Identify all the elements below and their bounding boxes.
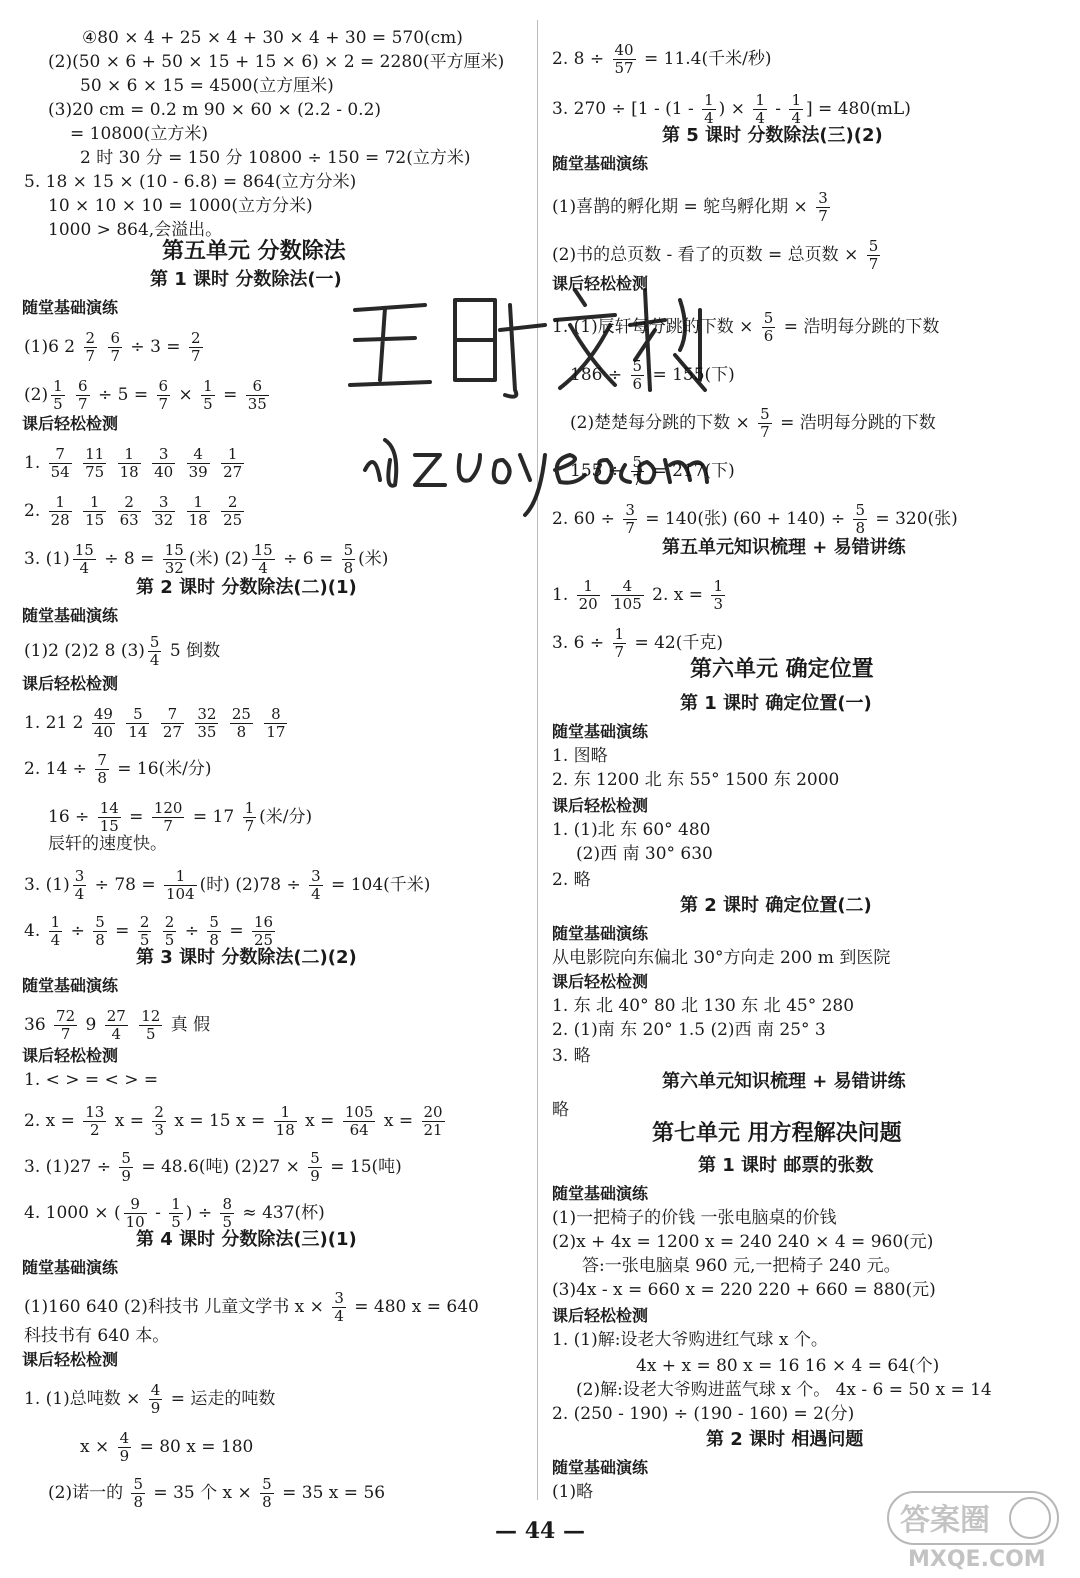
fraction: $\frac{3}{4}$ xyxy=(334,1289,344,1325)
answer-line: 50 × 6 × 15 = 4500(立方厘米) xyxy=(80,76,334,96)
lesson-heading: 第 3 课时 分数除法(二)(2) xyxy=(136,947,357,968)
answer-line: 1. (1)北 东 60° 480 xyxy=(552,820,711,840)
fraction: $\frac{6}{35}$ xyxy=(247,377,267,413)
answer-line: 2. $\frac{1}{28}$ $\frac{1}{15}$ $\frac{2}{63}$ $\frac{3}{32}$ $\frac{1}{18}$ $\frac{2}{25}$ xyxy=(24,493,243,529)
page-number: — 44 — xyxy=(495,1518,585,1544)
fraction: $\frac{40}{57}$ xyxy=(614,41,634,77)
section-label: 随堂基础演练 xyxy=(552,722,649,741)
section-label: 课后轻松检测 xyxy=(22,414,119,433)
fraction: $\frac{2}{7}$ xyxy=(190,329,201,365)
lesson-heading: 第 1 课时 分数除法(一) xyxy=(150,269,342,290)
fraction: $\frac{2}{5}$ xyxy=(139,913,150,949)
answer-line: 1. 东 北 40° 80 北 130 东 北 45° 280 xyxy=(552,996,855,1016)
fraction: $\frac{32}{35}$ xyxy=(197,705,217,741)
answer-line: (3)20 cm = 0.2 m 90 × 60 × (2.2 - 0.2) xyxy=(48,100,382,120)
section-label: 课后轻松检测 xyxy=(22,674,119,693)
answer-line: 10 × 10 × 10 = 1000(立方分米) xyxy=(48,196,313,216)
answer-line: 5. 18 × 15 × (10 - 6.8) = 864(立方分米) xyxy=(24,172,357,192)
fraction: $\frac{5}{9}$ xyxy=(121,1149,131,1185)
fraction: $\frac{1}{18}$ xyxy=(188,493,208,529)
answer-line: (3)4x - x = 660 x = 220 220 + 660 = 880(元) xyxy=(552,1280,936,1300)
answer-line: 3. 270 ÷ [1 - (1 - $\frac{1}{4}$ ) × $\frac{1}{4}$ - $\frac{1}{4}$ ] = 480(mL) xyxy=(552,91,911,127)
fraction: $\frac{7}{54}$ xyxy=(50,445,70,481)
fraction: $\frac{3}{4}$ xyxy=(74,867,85,903)
answer-line: 2. (1)南 东 20° 1.5 (2)西 南 25° 3 xyxy=(552,1020,826,1040)
fraction: $\frac{5}{7}$ xyxy=(868,237,879,273)
fraction: $\frac{1}{4}$ xyxy=(704,91,714,127)
fraction: $\frac{1}{18}$ xyxy=(275,1103,295,1139)
fraction: $\frac{1}{4}$ xyxy=(50,913,61,949)
answer-line: 3. 略 xyxy=(552,1046,591,1066)
fraction: $\frac{2}{25}$ xyxy=(223,493,243,529)
answer-line: 4. 1000 × ( $\frac{9}{10}$ - $\frac{1}{5}$ ) ÷ $\frac{8}{5}$ ≈ 437(杯) xyxy=(24,1195,325,1231)
svg-text:答案圈: 答案圈 xyxy=(900,1503,990,1538)
answer-line: (1)略 xyxy=(552,1482,594,1502)
answer-line: 从电影院向东偏北 30°方向走 200 m 到医院 xyxy=(552,948,891,968)
fraction: $\frac{8}{5}$ xyxy=(222,1195,233,1231)
fraction: $\frac{5}{9}$ xyxy=(310,1149,320,1185)
fraction: $\frac{8}{17}$ xyxy=(266,705,286,741)
fraction: $\frac{5}{14}$ xyxy=(128,705,148,741)
answer-line: (2)x + 4x = 1200 x = 240 240 × 4 = 960(元) xyxy=(552,1232,934,1252)
answer-line: 2. 略 xyxy=(552,870,591,890)
fraction: $\frac{25}{8}$ xyxy=(231,705,251,741)
lesson-heading: 第 5 课时 分数除法(三)(2) xyxy=(662,125,883,146)
lesson-heading: 第六单元知识梳理 + 易错讲练 xyxy=(662,1071,906,1092)
handwritten-watermark xyxy=(345,270,805,530)
answer-line: (2)(50 × 6 + 50 × 15 + 15 × 6) × 2 = 2280(平方厘米) xyxy=(48,52,505,72)
fraction: $\frac{5}{7}$ xyxy=(760,405,770,441)
fraction: $\frac{20}{21}$ xyxy=(423,1103,443,1139)
fraction: $\frac{1}{28}$ xyxy=(50,493,70,529)
answer-line: 2. 东 1200 北 东 55° 1500 东 2000 xyxy=(552,770,840,790)
fraction: $\frac{2}{5}$ xyxy=(164,913,175,949)
answer-line: 3. (1) $\frac{15}{4}$ ÷ 8 = $\frac{15}{32}$ (米) (2) $\frac{15}{4}$ ÷ 6 = $\frac{5}{8}$ (米) xyxy=(24,541,389,577)
section-label: 随堂基础演练 xyxy=(552,1458,649,1477)
fraction: $\frac{4}{9}$ xyxy=(150,1381,161,1417)
fraction: $\frac{6}{7}$ xyxy=(158,377,169,413)
answer-line: (2)西 南 30° 630 xyxy=(576,844,713,864)
lesson-heading: 第 1 课时 确定位置(一) xyxy=(680,693,872,714)
fraction: $\frac{7}{8}$ xyxy=(97,751,107,787)
answer-line: (2) $\frac{1}{5}$ $\frac{6}{7}$ ÷ 5 = $\frac{6}{7}$ × $\frac{1}{5}$ = $\frac{6}{35}$ xyxy=(24,377,267,413)
lesson-heading: 第 2 课时 分数除法(二)(1) xyxy=(136,577,357,598)
fraction: $\frac{1}{5}$ xyxy=(203,377,213,413)
lesson-heading: 第 1 课时 邮票的张数 xyxy=(698,1155,874,1176)
fraction: $\frac{13}{2}$ xyxy=(85,1103,105,1139)
answer-line: 略 xyxy=(552,1100,569,1120)
section-label: 随堂基础演练 xyxy=(22,1258,119,1277)
fraction: $\frac{3}{40}$ xyxy=(154,445,174,481)
answer-line: (2)楚楚每分跳的下数 × $\frac{5}{7}$ = 浩明每分跳的下数 xyxy=(570,405,936,441)
answer-line: 1. $\frac{7}{54}$ $\frac{11}{75}$ $\frac{1}{18}$ $\frac{3}{40}$ $\frac{4}{39}$ $\frac{1}{27}$ xyxy=(24,445,243,481)
fraction: $\frac{5}{8}$ xyxy=(95,913,105,949)
answer-line: (1)一把椅子的价钱 一张电脑桌的价钱 xyxy=(552,1208,837,1228)
fraction: $\frac{1}{5}$ xyxy=(53,377,63,413)
answer-line: 1. < > = < > = xyxy=(24,1070,159,1090)
fraction: $\frac{16}{25}$ xyxy=(254,913,274,949)
answer-line: (2)诺一的 $\frac{5}{8}$ = 35 个 x × $\frac{5}{8}$ = 35 x = 56 xyxy=(48,1475,386,1511)
answer-line: x × $\frac{4}{9}$ = 80 x = 180 xyxy=(80,1429,254,1465)
answer-line: 2. 8 ÷ $\frac{40}{57}$ = 11.4(千米/秒) xyxy=(552,41,772,77)
answer-line: 3. (1)27 ÷ $\frac{5}{9}$ = 48.6(吨) (2)27 × $\frac{5}{9}$ = 15(吨) xyxy=(24,1149,402,1185)
section-label: 随堂基础演练 xyxy=(22,298,119,317)
fraction: $\frac{1}{4}$ xyxy=(755,91,765,127)
fraction: $\frac{1}{7}$ xyxy=(614,625,625,661)
answer-line: = 10800(立方米) xyxy=(70,124,208,144)
answer-line: (2)书的总页数 - 看了的页数 = 总页数 × $\frac{5}{7}$ xyxy=(552,237,879,273)
fraction: $\frac{5}{6}$ xyxy=(632,357,643,393)
fraction: $\frac{1}{104}$ xyxy=(166,867,195,903)
fraction: $\frac{3}{7}$ xyxy=(625,501,635,537)
answer-line: 科技书有 640 本。 xyxy=(24,1326,170,1346)
answer-line: 1. (1)解:设老大爷购进红气球 x 个。 xyxy=(552,1330,828,1350)
fraction: $\frac{72}{7}$ xyxy=(56,1007,76,1043)
section-label: 随堂基础演练 xyxy=(22,976,119,995)
fraction: $\frac{4}{105}$ xyxy=(613,577,642,613)
svg-text:MXQE.COM: MXQE.COM xyxy=(908,1547,1046,1572)
answer-line: (1)喜鹊的孵化期 = 鸵鸟孵化期 × $\frac{3}{7}$ xyxy=(552,189,828,225)
fraction: $\frac{6}{7}$ xyxy=(78,377,88,413)
fraction: $\frac{5}{8}$ xyxy=(855,501,866,537)
lesson-heading: 第 4 课时 分数除法(三)(1) xyxy=(136,1229,357,1250)
fraction: $\frac{15}{4}$ xyxy=(253,541,273,577)
fraction: $\frac{15}{4}$ xyxy=(74,541,94,577)
fraction: $\frac{6}{7}$ xyxy=(110,329,121,365)
section-label: 课后轻松检测 xyxy=(552,1306,649,1325)
fraction: $\frac{1}{20}$ xyxy=(578,577,598,613)
answer-line: 4x + x = 80 x = 16 16 × 4 = 64(个) xyxy=(636,1356,940,1376)
section-label: 课后轻松检测 xyxy=(552,796,649,815)
answer-line: 1000 > 864,会溢出。 xyxy=(48,220,223,240)
answer-line: 1. 21 2 $\frac{49}{40}$ $\frac{5}{14}$ $\frac{7}{27}$ $\frac{32}{35}$ $\frac{25}{8}$ $\frac{8}{17}$ xyxy=(24,705,286,741)
answer-line: ④80 × 4 + 25 × 4 + 30 × 4 + 30 = 570(cm) xyxy=(82,28,463,48)
fraction: $\frac{2}{63}$ xyxy=(119,493,139,529)
fraction: $\frac{120}{7}$ xyxy=(153,799,183,835)
lesson-heading: 第五单元知识梳理 + 易错讲练 xyxy=(662,537,906,558)
fraction: $\frac{5}{8}$ xyxy=(209,913,219,949)
section-label: 随堂基础演练 xyxy=(552,154,649,173)
answer-line: 1. (1)总吨数 × $\frac{4}{9}$ = 运走的吨数 xyxy=(24,1381,276,1417)
fraction: $\frac{15}{32}$ xyxy=(164,541,184,577)
fraction: $\frac{4}{9}$ xyxy=(119,1429,130,1465)
lesson-heading: 第 2 课时 相遇问题 xyxy=(706,1429,864,1450)
fraction: $\frac{5}{8}$ xyxy=(262,1475,272,1511)
answer-line: 36 $\frac{72}{7}$ 9 $\frac{27}{4}$ $\frac{12}{5}$ 真 假 xyxy=(24,1007,211,1043)
fraction: $\frac{9}{10}$ xyxy=(125,1195,145,1231)
fraction: $\frac{3}{7}$ xyxy=(818,189,828,225)
answer-line: 3. 6 ÷ $\frac{1}{7}$ = 42(千克) xyxy=(552,625,723,661)
fraction: $\frac{1}{7}$ xyxy=(244,799,255,835)
fraction: $\frac{7}{27}$ xyxy=(162,705,182,741)
fraction: $\frac{2}{7}$ xyxy=(85,329,96,365)
answer-line: 2. x = $\frac{13}{2}$ x = $\frac{2}{3}$ x = 15 x = $\frac{1}{18}$ x = $\frac{105}{64}$ x = $\frac{20}{21}$ xyxy=(24,1103,443,1139)
fraction: $\frac{5}{8}$ xyxy=(343,541,354,577)
fraction: $\frac{5}{8}$ xyxy=(133,1475,144,1511)
lesson-heading: 第六单元 确定位置 xyxy=(690,657,874,682)
answer-line: 1. (1)辰轩每分跳的下数 × $\frac{5}{6}$ = 浩明每分跳的下数 xyxy=(552,309,940,345)
answer-line: 2. 14 ÷ $\frac{7}{8}$ = 16(米/分) xyxy=(24,751,212,787)
fraction: $\frac{11}{75}$ xyxy=(85,445,105,481)
answer-line: (2)解:设老大爷购进蓝气球 x 个。 4x - 6 = 50 x = 14 xyxy=(576,1380,992,1400)
section-label: 课后轻松检测 xyxy=(22,1046,119,1065)
answer-line: (1)6 2 $\frac{2}{7}$ $\frac{6}{7}$ ÷ 3 = $\frac{2}{7}$ xyxy=(24,329,201,365)
lesson-heading: 第五单元 分数除法 xyxy=(162,239,346,264)
fraction: $\frac{1}{3}$ xyxy=(713,577,723,613)
section-label: 课后轻松检测 xyxy=(552,274,649,293)
answer-line: 16 ÷ $\frac{14}{15}$ = $\frac{120}{7}$ = 17 $\frac{1}{7}$ (米/分) xyxy=(48,799,313,835)
fraction: $\frac{1}{18}$ xyxy=(119,445,139,481)
section-label: 随堂基础演练 xyxy=(552,1184,649,1203)
fraction: $\frac{14}{15}$ xyxy=(99,799,119,835)
answer-line: 2. (250 - 190) ÷ (190 - 160) = 2(分) xyxy=(552,1404,855,1424)
answer-line: 4. $\frac{1}{4}$ ÷ $\frac{5}{8}$ = $\frac{2}{5}$ $\frac{2}{5}$ ÷ $\frac{5}{8}$ = $\frac{16}{25}$ xyxy=(24,913,274,949)
fraction: $\frac{105}{64}$ xyxy=(344,1103,374,1139)
fraction: $\frac{3}{32}$ xyxy=(154,493,174,529)
answer-line: 答:一张电脑桌 960 元,一把椅子 240 元。 xyxy=(582,1256,901,1276)
answer-line: 1. $\frac{1}{20}$ $\frac{4}{105}$ 2. x = $\frac{1}{3}$ xyxy=(552,577,723,613)
answer-line: (1)160 640 (2)科技书 儿童文学书 x × $\frac{3}{4}$ = 480 x = 640 xyxy=(24,1289,479,1325)
fraction: $\frac{49}{40}$ xyxy=(93,705,113,741)
column-divider xyxy=(537,20,538,1500)
section-label: 随堂基础演练 xyxy=(22,606,119,625)
answer-line: 155 ÷ $\frac{5}{7}$ = 217(下) xyxy=(570,453,735,489)
section-label: 随堂基础演练 xyxy=(552,924,649,943)
section-label: 课后轻松检测 xyxy=(22,1350,119,1369)
answer-line: 3. (1) $\frac{3}{4}$ ÷ 78 = $\frac{1}{104}$ (时) (2)78 ÷ $\frac{3}{4}$ = 104(千米) xyxy=(24,867,431,903)
fraction: $\frac{5}{6}$ xyxy=(763,309,774,345)
fraction: $\frac{27}{4}$ xyxy=(106,1007,126,1043)
fraction: $\frac{1}{5}$ xyxy=(171,1195,181,1231)
fraction: $\frac{5}{4}$ xyxy=(149,633,160,669)
lesson-heading: 第 2 课时 确定位置(二) xyxy=(680,895,872,916)
answer-line: 2. 60 ÷ $\frac{3}{7}$ = 140(张) (60 + 140) ÷ $\frac{5}{8}$ = 320(张) xyxy=(552,501,958,537)
answer-line: 辰轩的速度快。 xyxy=(48,834,167,854)
fraction: $\frac{2}{3}$ xyxy=(154,1103,164,1139)
answer-line: 1. 图略 xyxy=(552,746,608,766)
fraction: $\frac{4}{39}$ xyxy=(188,445,208,481)
fraction: $\frac{1}{27}$ xyxy=(223,445,243,481)
answer-line: 2 时 30 分 = 150 分 10800 ÷ 150 = 72(立方米) xyxy=(80,148,471,168)
fraction: $\frac{3}{4}$ xyxy=(311,867,321,903)
fraction: $\frac{12}{5}$ xyxy=(141,1007,161,1043)
lesson-heading: 第七单元 用方程解决问题 xyxy=(652,1121,902,1146)
answer-line: 186 ÷ $\frac{5}{6}$ = 155(下) xyxy=(570,357,735,393)
fraction: $\frac{1}{4}$ xyxy=(791,91,802,127)
section-label: 课后轻松检测 xyxy=(552,972,649,991)
answer-line: (1)2 (2)2 8 (3) $\frac{5}{4}$ 5 倒数 xyxy=(24,633,221,669)
fraction: $\frac{1}{15}$ xyxy=(85,493,105,529)
fraction: $\frac{5}{7}$ xyxy=(632,453,643,489)
